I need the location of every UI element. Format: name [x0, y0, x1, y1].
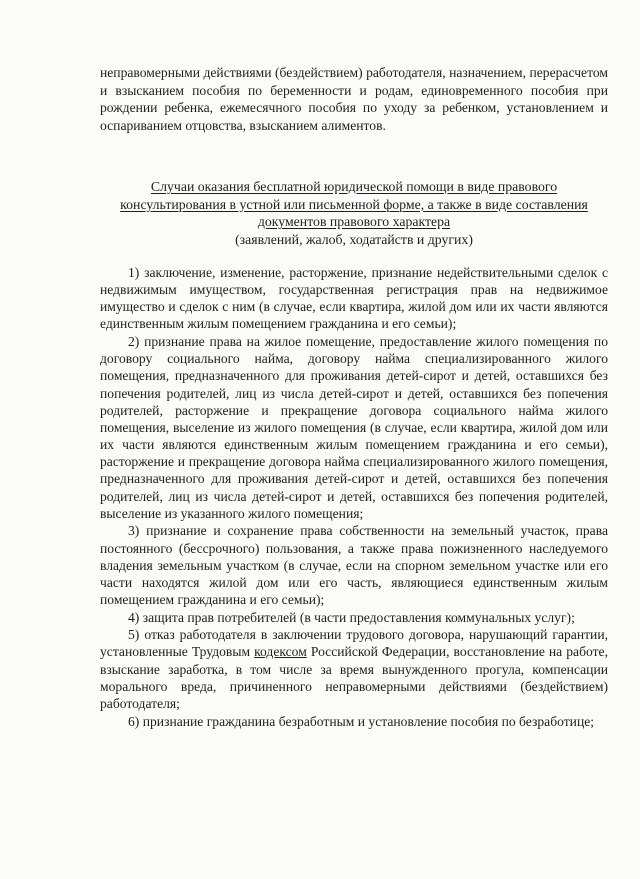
- heading-line-1: Случаи оказания бесплатной юридической помощи в виде правового: [150, 179, 558, 194]
- section-heading: [96, 178, 612, 248]
- list-item-2: 2) признание права на жилое помещение, предоставление жилого помещения по договору социального найма, договору найма специализированного жилого помещения, предназначенного для проживания детей-сирот и детей, оставшихся без попечения родителей, лиц из числа детей-сирот и детей, оставшихся без попечения родителей, расторжение и прекращение договора социального найма жилого помещения, выселение из жилого помещения (в случае, если квартира, жилой дом или их части являются единственным жилым помещением гражданина и его семьи), расторжение и прекращение договора найма специализированного жилого помещения, предназначенного для проживания детей-сирот и детей, оставшихся без попечения родителей, лиц из числа детей-сирот и детей, оставшихся без попечения родителей, выселение из указанного жилого помещения;: [100, 334, 608, 521]
- list-item-5-text-start: 5) отказ работодателя в заключении трудового договора, нарушающий гарантии, установленные Трудовым: [100, 627, 608, 660]
- list-item-4: 4) защита прав потребителей (в части предоставления коммунальных услуг);: [128, 609, 575, 625]
- labor-code-link[interactable]: кодексом: [254, 644, 307, 660]
- list-item-5-text-end: Российской Федерации, восстановление на работе, взыскание заработка, в том числе за время вынужденного прогула, компенсации морального вреда, причиненного неправомерными действиями (бездействием) работодателя;: [100, 644, 608, 711]
- list-item-5: [100, 626, 608, 712]
- list-item-6: 6) признание гражданина безработным и установление пособия по безработице;: [128, 713, 595, 729]
- heading-line-2: консультирования в устной или письменной форме, а также в виде составления: [120, 196, 588, 212]
- heading-line-3: документов правового характера: [257, 214, 451, 229]
- list-item-3: 3) признание и сохранение права собственности на земельный участок, права постоянного (бессрочного) пользования, а также права пожизненного наследуемого владения земельным участком (в случае, если на спорном земельном участке или его части находятся жилой дом или его часть, являющиеся единственным жилым помещением гражданина и его семьи);: [100, 523, 608, 607]
- heading-line-4: (заявлений, жалоб, ходатайств и других): [235, 231, 473, 247]
- intro-paragraph: неправомерными действиями (бездействием) работодателя, назначением, перерасчетом и взысканием пособия по беременности и родам, единовременного пособия при рождении ребенка, ежемесячного пособия по уходу за ребенком, установлением и оспариванием отцовства, взысканием алиментов.: [100, 65, 608, 133]
- items-list: [100, 264, 608, 730]
- list-item-1: 1) заключение, изменение, расторжение, признание недействительными сделок с недвижимым имуществом, государственная регистрация прав на недвижимое имущество и сделок с ним (в случае, если квартира, жилой дом или их части являются единственным жилым помещением гражданина и его семьи);: [100, 265, 608, 332]
